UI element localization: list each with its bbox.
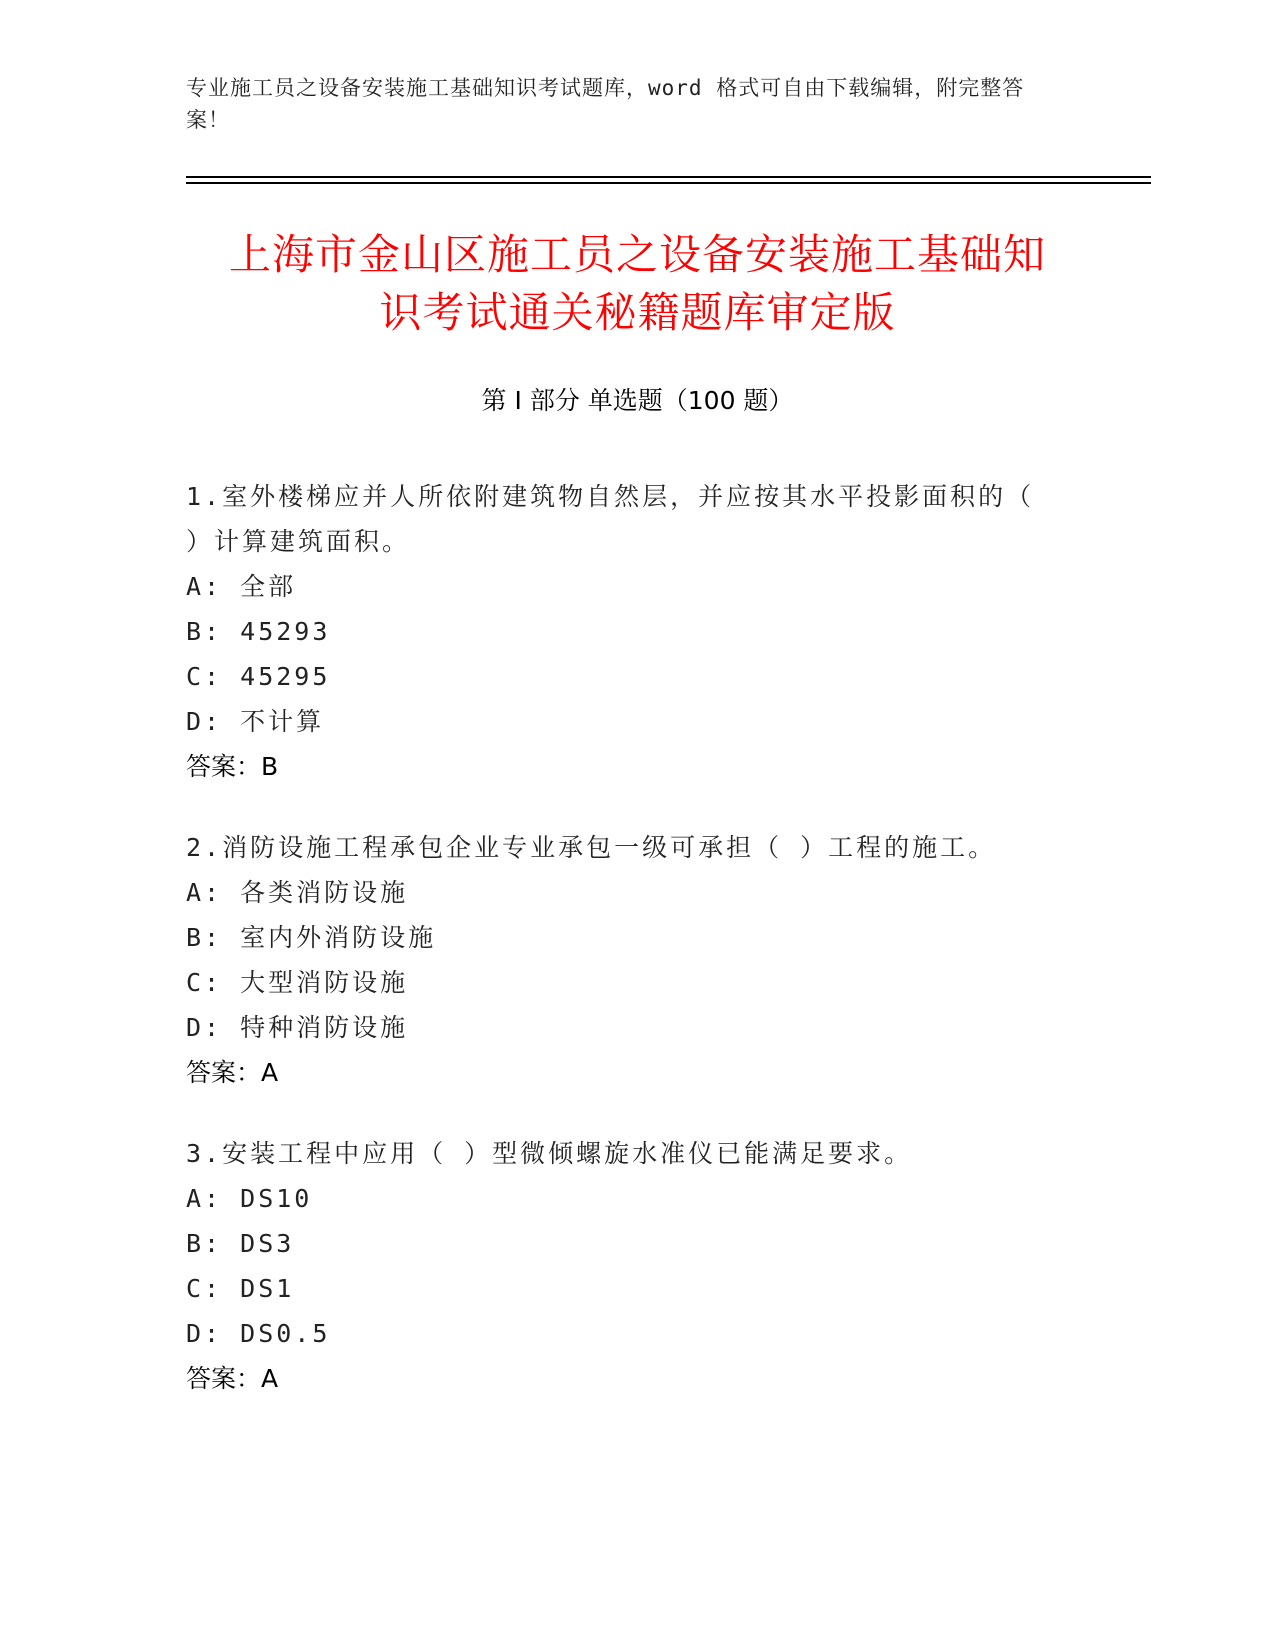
- question-2: [186, 825, 1066, 1095]
- document-title-line-2: 识考试通关秘籍题库审定版: [379, 288, 896, 337]
- section-title: 第 I 部分 单选题（100 题）: [481, 386, 794, 415]
- document-title: [100, 226, 1175, 342]
- option-a: A: 各类消防设施: [186, 878, 409, 907]
- option-d: D: DS0.5: [186, 1319, 331, 1348]
- header-rule-bottom: [186, 182, 1151, 184]
- document-title-line-1: 上海市金山区施工员之设备安装施工基础知: [228, 230, 1046, 279]
- option-c: C: 大型消防设施: [186, 968, 409, 997]
- option-b: B: 45293: [186, 617, 331, 646]
- header-rule-top: [186, 176, 1151, 178]
- option-b: B: DS3: [186, 1229, 295, 1258]
- answer: 答案：A: [186, 1364, 279, 1393]
- question-stem: 3.安装工程中应用（ ）型微倾螺旋水准仪已能满足要求。: [186, 1139, 913, 1168]
- option-a: A: DS10: [186, 1184, 313, 1213]
- option-c: C: 45295: [186, 662, 331, 691]
- option-b: B: 室内外消防设施: [186, 923, 437, 952]
- question-3: [186, 1131, 1066, 1401]
- option-d: D: 特种消防设施: [186, 1013, 409, 1042]
- answer: 答案：A: [186, 1058, 279, 1087]
- question-stem: 2.消防设施工程承包企业专业承包一级可承担（ ）工程的施工。: [186, 833, 997, 862]
- option-c: C: DS1: [186, 1274, 295, 1303]
- header-note: 专业施工员之设备安装施工基础知识考试题库，word 格式可自由下载编辑，附完整答案！: [186, 76, 1025, 132]
- answer: 答案：B: [186, 752, 279, 781]
- option-a: A: 全部: [186, 572, 297, 601]
- option-d: D: 不计算: [186, 707, 325, 736]
- question-list: [186, 474, 1066, 1437]
- question-1: [186, 474, 1066, 789]
- question-stem: 1.室外楼梯应并人所依附建筑物自然层，并应按其水平投影面积的（ ）计算建筑面积。: [186, 482, 1035, 556]
